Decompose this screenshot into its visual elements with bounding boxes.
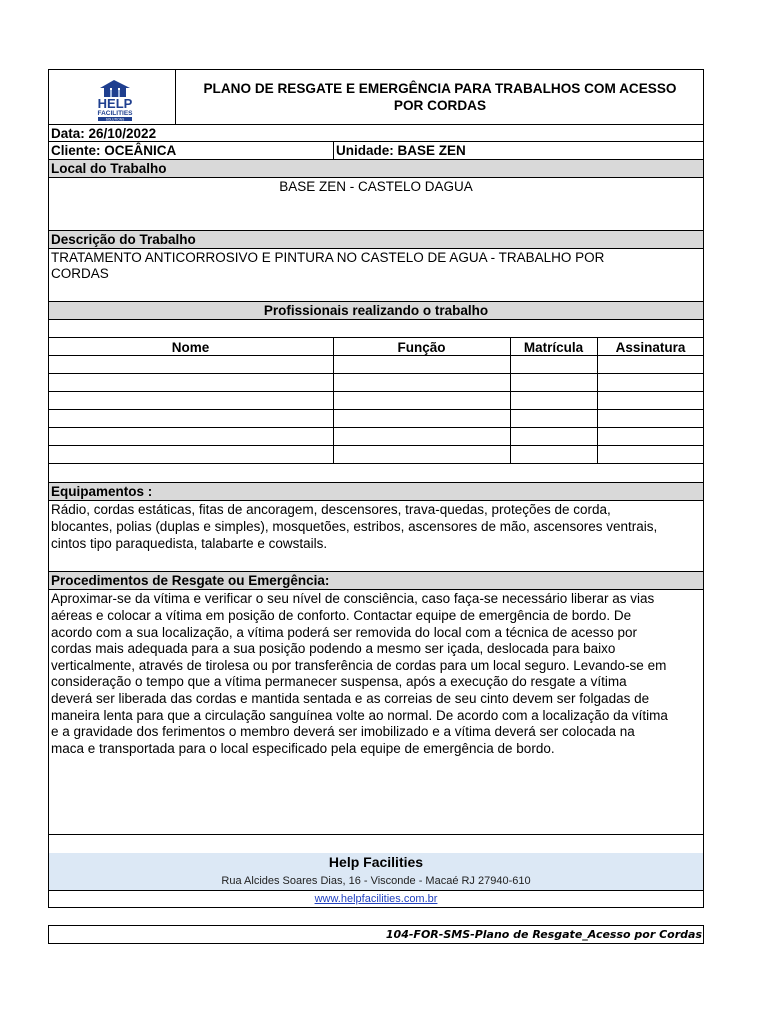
equip-label: Equipamentos : bbox=[51, 484, 153, 499]
table-row-line bbox=[48, 355, 704, 356]
local-value: BASE ZEN - CASTELO DAGUA bbox=[279, 179, 473, 194]
logo-brand: HELP bbox=[97, 96, 133, 111]
table-row-line bbox=[48, 463, 704, 464]
proc-line-7: deverá ser liberada das cordas e mantida sentada e as correias de seu cinto devem ser folgadas de bbox=[51, 691, 650, 706]
proc-label: Procedimentos de Resgate ou Emergência: bbox=[51, 573, 330, 588]
logo-sub: FACILITIES bbox=[97, 110, 133, 117]
form-title-line1: PLANO DE RESGATE E EMERGÊNCIA PARA TRABALHOS COM ACESSO bbox=[203, 81, 677, 96]
local-label: Local do Trabalho bbox=[51, 161, 167, 176]
table-row-line bbox=[48, 373, 704, 374]
table-row-line bbox=[48, 445, 704, 446]
proc-line-3: acordo com a sua localização, a vítima poderá ser removida do local com a técnica de acesso por bbox=[51, 625, 638, 640]
cell-divider bbox=[333, 141, 334, 159]
desc-line-1: TRATAMENTO ANTICORROSIVO E PINTURA NO CASTELO DE AGUA - TRABALHO POR bbox=[51, 250, 605, 265]
table-row-line bbox=[48, 391, 704, 392]
footer-website-link[interactable]: www.helpfacilities.com.br bbox=[314, 893, 438, 905]
col-header-funcao: Função bbox=[397, 340, 446, 355]
logo-tag: SOLUTIONS bbox=[105, 117, 125, 122]
footer-address: Rua Alcides Soares Dias, 16 - Visconde - Macaé RJ 27940-610 bbox=[221, 875, 531, 887]
company-logo bbox=[84, 74, 146, 122]
proc-line-10: maca e transportada para o local especificado pela equipe de emergência de bordo. bbox=[51, 741, 555, 756]
doc-ref-code: 104-FOR-SMS-Plano de Resgate_Acesso por Cordas bbox=[385, 928, 702, 941]
proc-line-1: Aproximar-se da vítima e verificar o seu nível de consciência, caso faça-se necessário liberar as vias bbox=[51, 591, 655, 606]
desc-label: Descrição do Trabalho bbox=[51, 232, 196, 247]
row-divider bbox=[48, 834, 704, 835]
col-header-matricula: Matrícula bbox=[523, 340, 584, 355]
row-divider bbox=[48, 319, 704, 320]
proc-line-9: e a gravidade dos ferimentos o membro deverá ser imobilizado e a vítima deverá ser colocada na bbox=[51, 724, 635, 739]
equip-line-3: cintos tipo paraquedista, talabarte e cowstails. bbox=[51, 536, 328, 551]
col-header-assinatura: Assinatura bbox=[615, 340, 686, 355]
desc-line-2: CORDAS bbox=[51, 266, 109, 281]
client-field: Cliente: OCEÂNICA bbox=[51, 143, 177, 158]
proc-line-2: aéreas e colocar a vítima em posição de conforto. Contactar equipe de emergência de bordo. De bbox=[51, 608, 632, 623]
footer-company-name: Help Facilities bbox=[328, 854, 424, 870]
col-header-nome: Nome bbox=[171, 340, 210, 355]
unit-field: Unidade: BASE ZEN bbox=[336, 143, 466, 158]
equip-line-2: blocantes, polias (duplas e simples), mosquetões, estribos, ascensores de mão, ascensores ventrais, bbox=[51, 519, 658, 534]
table-row-line bbox=[48, 427, 704, 428]
row-divider bbox=[48, 337, 704, 338]
proc-line-5: verticalmente, através de tirolesa ou por transferência de cordas para um local seguro. Levando-se em bbox=[51, 658, 667, 673]
equip-line-1: Rádio, cordas estáticas, fitas de ancoragem, descensores, trava-quedas, proteções de corda, bbox=[51, 502, 611, 517]
proc-line-4: cordas mais adequada para a sua posição podendo a mesmo ser içada, deslocada para baixo bbox=[51, 641, 616, 656]
form-title-line2: POR CORDAS bbox=[393, 98, 487, 113]
table-row-line bbox=[48, 409, 704, 410]
proc-line-6: consideração o tempo que a vítima permanecer suspensa, após a execução do resgate a vítima bbox=[51, 674, 627, 689]
pros-label: Profissionais realizando o trabalho bbox=[263, 303, 489, 318]
date-field: Data: 26/10/2022 bbox=[51, 126, 157, 141]
proc-line-8: maneira lenta para que a circulação sanguínea volte ao normal. De acordo com a localização da vítima bbox=[51, 708, 668, 723]
